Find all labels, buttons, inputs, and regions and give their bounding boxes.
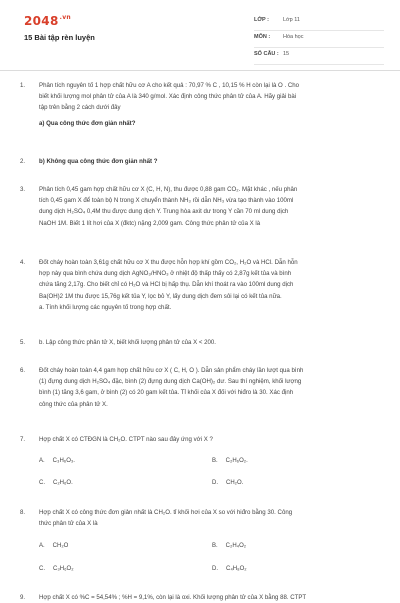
question-line: công thức của phân tử X.: [39, 400, 108, 408]
question-number: 8.: [20, 509, 26, 516]
option-text: CH₂O: [52, 543, 69, 549]
question-line: Hợp chất X có công thức đơn giản nhất là CH₂O. tỉ khối hơi của X so với hiđro bằng 30. Công: [39, 509, 293, 516]
answer-option-b[interactable]: [212, 543, 246, 549]
option-text: C₂H₆O.: [53, 480, 73, 486]
question-text: [39, 257, 379, 313]
question-line: dung dịch H₂SO₄ 0,4M thu được dung dịch Y. Trung hòa axit dư trong Y cần 70 ml dung dịch: [39, 208, 289, 216]
option-text: C₂H₄O₂: [225, 543, 247, 549]
answer-option-d[interactable]: [212, 566, 247, 572]
meta-info-table: [254, 14, 384, 65]
question-number: 4.: [20, 259, 26, 266]
option-letter: B.: [212, 458, 218, 464]
question-line: tích 0,45 gam X để toàn bộ N trong X chuyển thành NH₃ rồi dẫn NH₃ vừa tạo thành vào 100ml: [39, 197, 294, 205]
question-number: 2.: [20, 158, 26, 165]
question-line: thức phân tử của X là: [39, 520, 98, 528]
question-line: b. Lập công thức phân tử X, biết khối lượng phân tử của X < 200.: [39, 339, 217, 346]
question-line: a. Tính khối lượng các nguyên tố trong hợp chất.: [39, 303, 172, 311]
answer-option-a[interactable]: [39, 458, 75, 464]
meta-value: Hóa học: [283, 34, 304, 40]
question-number: 6.: [20, 367, 26, 374]
answer-option-c[interactable]: [39, 566, 74, 572]
question-line: Ba(OH)2 1M thu được 15,76g kết tủa Y, lọc bỏ Y, lấy dung dịch đem sôi lại có kết tủa nữa.: [39, 292, 282, 300]
question-line: Phân tích nguyên tố 1 hợp chất hữu cơ A cho kết quả : 70,97 % C , 10,15 % H còn lại là O . Cho: [39, 82, 300, 89]
question-text: [39, 80, 379, 129]
question-number: 3.: [20, 186, 26, 193]
question-line: Hợp chất X có CTĐGN là CH₂O. CTPT nào sau đây ứng với X ?: [39, 436, 213, 443]
option-letter: C.: [39, 566, 45, 572]
question-number: 9.: [20, 594, 26, 601]
meta-value: Lớp 11: [283, 17, 300, 23]
question-line: bình (1) tăng 3,6 gam, ở bình (2) có 20 gam kết tủa. Tỉ khối của X đối với hiđro là 30. Xác định: [39, 389, 294, 397]
answer-option-a[interactable]: [39, 543, 68, 549]
question-line: tập trên bằng 2 cách dưới đây: [39, 104, 121, 112]
answer-option-c[interactable]: [39, 480, 73, 486]
option-letter: D.: [212, 480, 218, 486]
question-number: 1.: [20, 82, 26, 89]
option-letter: B.: [212, 543, 218, 549]
option-text: CH₂O.: [226, 480, 244, 486]
question-line: Hợp chất X có %C = 54,54% ; %H = 9,1%, còn lại là oxi. Khối lượng phân tử của X bằng 88. CTPT: [39, 594, 307, 601]
answer-option-b[interactable]: [212, 458, 248, 464]
question-line: Đốt cháy hoàn toàn 4,4 gam hợp chất hữu cơ X ( C, H, O ). Dẫn sản phẩm cháy lần lượt qua bình: [39, 367, 304, 374]
option-text: C₃H₆O₃.: [52, 458, 75, 464]
question-line: b) Không qua công thức đơn giản nhất ?: [39, 158, 158, 165]
page-header: [0, 0, 400, 70]
question-line: chứa tăng 2,17g. Cho biết chỉ có H₂O và HCl bị hấp thụ. Dẫn khí thoát ra vào 100ml dung dịch: [39, 281, 294, 289]
meta-row-count: [254, 48, 384, 65]
meta-row-subject: [254, 31, 384, 48]
meta-row-class: [254, 14, 384, 31]
option-letter: D.: [212, 566, 218, 572]
question-text: [39, 507, 379, 529]
question-text: [39, 184, 379, 229]
page-title: 15 Bài tập rèn luyện: [24, 33, 95, 42]
question-line: Phân tích 0,45 gam hợp chất hữu cơ X (C, H, N), thu được 0,88 gam CO₂. Mặt khác , nếu phân: [39, 186, 298, 193]
meta-value: 15: [283, 51, 290, 57]
option-text: C₄H₈O₂: [226, 566, 247, 572]
question-line: (1) đựng dung dịch H₂SO₄ đặc, bình (2) đựng dung dịch Ca(OH)₂ dư. Sau thí nghiệm, khối lượng: [39, 378, 302, 386]
logo-suffix: .vn: [59, 14, 71, 21]
meta-key: MÔN :: [254, 34, 271, 40]
question-number: 5.: [20, 339, 26, 346]
option-text: C₃H₆O₂: [53, 566, 74, 572]
option-letter: A.: [39, 458, 45, 464]
option-letter: A.: [39, 543, 45, 549]
option-letter: C.: [39, 480, 45, 486]
answer-option-d[interactable]: [212, 480, 243, 486]
site-logo[interactable]: [24, 14, 71, 28]
question-line: biết khối lượng mol phân tử của A là 340 g/mol. Xác định công thức phân tử của A. Hãy giải bài: [39, 93, 297, 101]
question-text: [39, 365, 379, 410]
meta-key: SỐ CÂU :: [254, 51, 279, 57]
header-divider: [0, 70, 400, 71]
question-number: 7.: [20, 436, 26, 443]
question-subpart: a) Qua công thức đơn giản nhất?: [39, 119, 136, 127]
logo-text: 2048: [24, 14, 59, 28]
meta-key: LỚP :: [254, 17, 269, 23]
question-line: hợp này qua bình chứa dung dịch AgNO₃/HNO₃ ở nhiệt độ thấp thấy có 2,87g kết tủa và bình: [39, 270, 292, 278]
question-line: NaOH 1M. Biết 1 lít hơi của X (đktc) nặng 2,009 gam. Công thức phân tử của X là: [39, 219, 261, 227]
option-text: C₂H₆O₂.: [225, 458, 248, 464]
question-line: Đốt cháy hoàn toàn 3,61g chất hữu cơ X thu được hỗn hợp khí gồm CO₂, H₂O và HCl. Dẫn hỗn: [39, 259, 298, 266]
